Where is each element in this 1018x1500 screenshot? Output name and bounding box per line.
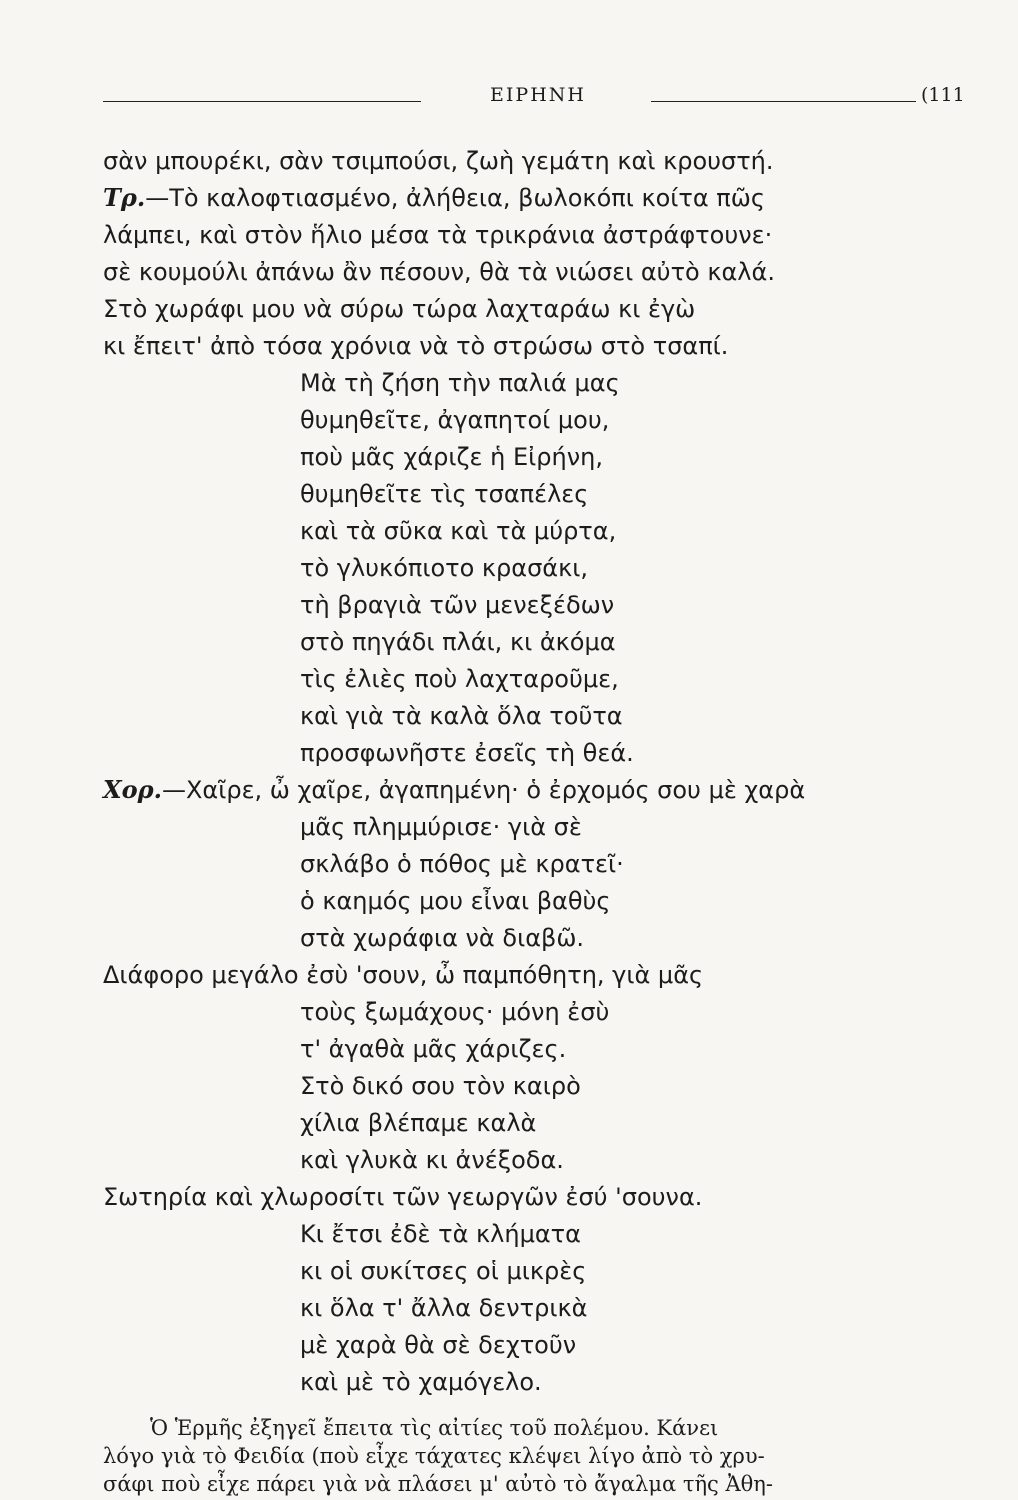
text-line (300, 1367, 542, 1397)
running-title: ΕΙΡΗΝΗ (490, 84, 586, 106)
line-text: καὶ μὲ τὸ χαμόγελο. (300, 1368, 542, 1396)
text-line (103, 220, 772, 250)
line-text: Στὸ χωράφι μου νὰ σύρω τώρα λαχταράω κι ἐγὼ (103, 295, 696, 323)
line-text: Κι ἔτσι ἐδὲ τὰ κλήματα (300, 1220, 581, 1248)
line-text: σκλάβο ὁ πόθος μὲ κρατεῖ· (300, 850, 624, 878)
line-text: Διάφορο μεγάλο ἐσὺ 'σουν, ὦ παμπόθητη, γιὰ μᾶς (103, 961, 704, 989)
line-text: θυμηθεῖτε, ἀγαπητοί μου, (300, 406, 610, 434)
prose-line: λόγο γιὰ τὸ Φειδία (ποὺ εἶχε τάχατες κλέψει λίγο ἀπὸ τὸ χρυ- (103, 1444, 765, 1468)
text-line (300, 1145, 564, 1175)
header-rule-left (103, 101, 421, 102)
text-line (300, 516, 616, 546)
text-line (300, 997, 609, 1027)
line-text: κι ἔπειτ' ἀπὸ τόσα χρόνια νὰ τὸ στρώσω στὸ τσαπί. (103, 332, 729, 360)
text-line (300, 627, 616, 657)
line-text: Μὰ τὴ ζήση τὴν παλιά μας (300, 369, 620, 397)
header-rule-right (651, 101, 916, 102)
text-line (103, 183, 765, 213)
line-text: σὰν μπουρέκι, σὰν τσιμπούσι, ζωὴ γεμάτη καὶ κρουστή. (103, 147, 774, 175)
line-text: —Τὸ καλοφτιασμένο, ἀλήθεια, βωλοκόπι κοίτα πῶς (145, 184, 765, 212)
line-text: κι ὅλα τ' ἄλλα δεντρικὰ (300, 1294, 588, 1322)
prose-line: Ὁ Ἑρμῆς ἐξηγεῖ ἔπειτα τὶς αἰτίες τοῦ πολέμου. Κάνει (150, 1416, 719, 1440)
text-line (103, 331, 728, 361)
line-text: στὸ πηγάδι πλάι, κι ἀκόμα (300, 628, 616, 656)
line-text: θυμηθεῖτε τὶς τσαπέλες (300, 480, 589, 508)
text-line (300, 1256, 586, 1286)
text-line (300, 590, 614, 620)
line-text: μὲ χαρὰ θὰ σὲ δεχτοῦν (300, 1331, 577, 1359)
page-number: (111 (921, 84, 965, 106)
line-text: λάμπει, καὶ στὸν ἥλιο μέσα τὰ τρικράνια ἀστράφτουνε· (103, 221, 773, 249)
text-line (300, 442, 603, 472)
text-line (300, 923, 584, 953)
text-line (103, 257, 775, 287)
text-line (103, 146, 774, 176)
line-text: σὲ κουμούλι ἀπάνω ἂν πέσουν, θὰ τὰ νιώσει αὐτὸ καλά. (103, 258, 775, 286)
text-line (103, 775, 805, 805)
text-line (300, 553, 588, 583)
text-line (103, 294, 695, 324)
text-line (300, 812, 582, 842)
text-line (300, 886, 611, 916)
speaker-label: Τρ. (103, 183, 146, 212)
line-text: τ' ἀγαθὰ μᾶς χάριζες. (300, 1035, 567, 1063)
text-line (300, 849, 624, 879)
text-line (300, 405, 609, 435)
text-line (300, 738, 634, 768)
text-line (300, 1034, 566, 1064)
prose-line: σάφι ποὺ εἶχε πάρει γιὰ νὰ πλάσει μ' αὐτὸ τὸ ἄγαλμα τῆς Ἀθη- (103, 1472, 773, 1496)
line-text: τὸ γλυκόπιοτο κρασάκι, (300, 554, 589, 582)
line-text: ποὺ μᾶς χάριζε ἡ Εἰρήνη, (300, 443, 603, 471)
text-line (300, 664, 619, 694)
line-text: ὁ καημός μου εἶναι βαθὺς (300, 887, 611, 915)
line-text: Στὸ δικό σου τὸν καιρὸ (300, 1072, 581, 1100)
line-text: προσφωνῆστε ἐσεῖς τὴ θεά. (300, 739, 634, 767)
text-line (300, 1071, 581, 1101)
text-line (103, 1182, 702, 1212)
line-text: καὶ γιὰ τὰ καλὰ ὅλα τοῦτα (300, 702, 623, 730)
text-line (300, 1293, 587, 1323)
text-line (300, 701, 623, 731)
line-text: Σωτηρία καὶ χλωροσίτι τῶν γεωργῶν ἐσύ 'σουνα. (103, 1183, 703, 1211)
text-line (103, 960, 703, 990)
text-line (300, 1219, 581, 1249)
line-text: τὶς ἐλιὲς ποὺ λαχταροῦμε, (300, 665, 619, 693)
line-text: στὰ χωράφια νὰ διαβῶ. (300, 924, 585, 952)
text-line (300, 1108, 536, 1138)
speaker-label: Χορ. (103, 775, 162, 804)
line-text: κι οἱ συκίτσες οἱ μικρὲς (300, 1257, 587, 1285)
text-line (300, 479, 588, 509)
text-line (300, 1330, 576, 1360)
text-line (300, 368, 620, 398)
line-text: χίλια βλέπαμε καλὰ (300, 1109, 537, 1137)
line-text: καὶ γλυκὰ κι ἀνέξοδα. (300, 1146, 564, 1174)
line-text: καὶ τὰ σῦκα καὶ τὰ μύρτα, (300, 517, 617, 545)
page-header (103, 84, 965, 114)
line-text: —Χαῖρε, ὦ χαῖρε, ἀγαπημένη· ὁ ἐρχομός σου μὲ χαρὰ (161, 776, 806, 804)
line-text: τὴ βραγιὰ τῶν μενεξέδων (300, 591, 615, 619)
line-text: μᾶς πλημμύρισε· γιὰ σὲ (300, 813, 582, 841)
line-text: τοὺς ξωμάχους· μόνη ἐσὺ (300, 998, 610, 1026)
